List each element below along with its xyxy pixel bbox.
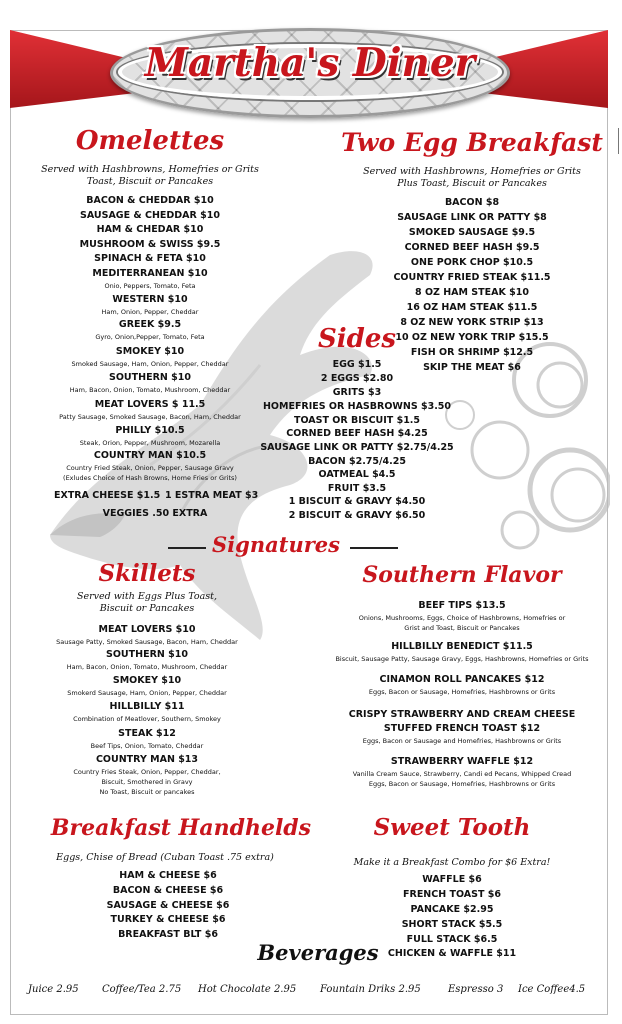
menu-item-desc: Smokerd Sausage, Ham, Onion, Pepper, Cheddar — [67, 689, 227, 697]
menu-item: SOUTHERN $10 — [106, 649, 188, 660]
menu-item-desc: Onio, Peppers, Tomato, Feta — [104, 282, 196, 290]
menu-item: HILLBILLY BENEDICT $11.5 — [391, 641, 533, 652]
menu-item: GREEK $9.5 — [118, 319, 182, 330]
menu-item-desc: Beef Tips, Onion, Tomato, Cheddar — [90, 742, 204, 750]
menu-item: 16 OZ HAM STEAK $11.5 — [406, 302, 538, 313]
menu-item-desc: Eggs, Bacon or Sausage, Homefries, Hashbrowns or Grits — [368, 688, 556, 696]
menu-item-desc: (Exludes Choice of Hash Browns, Home Fries or Grits) — [63, 474, 237, 482]
menu-item: FULL STACK $6.5 — [406, 934, 498, 945]
menu-item: HOMEFRIES OR HASBROWNS $3.50 — [262, 401, 452, 412]
menu-item: GRITS $3 — [332, 387, 382, 398]
menu-item: SAUSAGE LINK OR PATTY $2.75/4.25 — [260, 442, 454, 453]
beverage-item: Fountain Driks 2.95 — [320, 984, 421, 995]
menu-item: 8 OZ NEW YORK STRIP $13 — [400, 317, 544, 328]
menu-item: 2 BISCUIT & GRAVY $6.50 — [288, 510, 426, 521]
menu-item: SAUSAGE & CHEDDAR $10 — [80, 210, 220, 221]
beverage-item: Juice 2.95 — [28, 984, 79, 995]
menu-item: BACON & CHEESE $6 — [112, 885, 224, 896]
menu-item-desc: Steak, Orion, Pepper, Mushroom, Mozarella — [79, 439, 221, 447]
handhelds-subtitle: Eggs, Chise of Bread (Cuban Toast .75 extra) — [56, 852, 274, 863]
menu-item: MEDITERRANEAN $10 — [92, 268, 208, 279]
menu-item-desc: Grist and Toast, Biscuit or Pancakes — [404, 624, 520, 632]
menu-item: SOUTHERN $10 — [109, 372, 191, 383]
beverages-heading: Beverages — [257, 940, 379, 965]
menu-item: EGG $1.5 — [332, 359, 382, 370]
extra-meat: 1 ESTRA MEAT $3 — [165, 490, 259, 501]
menu-item: BACON & CHEDDAR $10 — [86, 195, 214, 206]
skillets-subtitle: Served with Eggs Plus Toast, — [76, 591, 218, 602]
menu-item: CRISPY STRAWBERRY AND CREAM CHEESE — [348, 709, 576, 720]
menu-item: WAFFLE $6 — [422, 874, 482, 885]
menu-item: FRENCH TOAST $6 — [403, 889, 501, 900]
menu-item: STEAK $12 — [118, 728, 176, 739]
menu-item: COUNTRY MAN $13 — [95, 754, 199, 765]
menu-item-desc: Country Fries Steak, Onion, Pepper, Cheddar, — [73, 768, 221, 776]
menu-item: 2 EGGS $2.80 — [320, 373, 394, 384]
menu-item: HILLBILLY $11 — [109, 701, 185, 712]
menu-item: HAM & CHEESE $6 — [119, 870, 217, 881]
skillets-heading: Skillets — [98, 560, 196, 587]
edge-mark — [618, 128, 619, 154]
menu-item-desc: No Toast, Biscuit or pancakes — [99, 788, 195, 796]
menu-item: TOAST OR BISCUIT $1.5 — [293, 415, 421, 426]
menu-item-desc: Gyro, Onion,Pepper, Tomato, Feta — [95, 333, 205, 341]
menu-item: BREAKFAST BLT $6 — [118, 929, 218, 940]
extra-veggies: VEGGIES .50 EXTRA — [102, 508, 208, 519]
menu-item: MUSHROOM & SWISS $9.5 — [79, 239, 221, 250]
sweet-tooth-subtitle: Make it a Breakfast Combo for $6 Extra! — [353, 857, 551, 868]
omelettes-heading: Omelettes — [75, 126, 225, 156]
menu-item: BACON $2.75/4.25 — [308, 456, 406, 467]
menu-item-desc: Biscuit, Sausage Patty, Sausage Gravy, Eggs, Hashbrowns, Homefries or Grits — [335, 655, 589, 663]
menu-item: COUNTRY MAN $10.5 — [93, 450, 207, 461]
beverage-item: Ice Coffee4.5 — [518, 984, 586, 995]
beverage-item: Coffee/Tea 2.75 — [102, 984, 182, 995]
two-egg-subtitle: Plus Toast, Biscuit or Pancakes — [397, 178, 547, 189]
menu-item: STRAWBERRY WAFFLE $12 — [390, 756, 534, 767]
omelettes-subtitle: Served with Hashbrowns, Homefries or Grits — [41, 164, 259, 175]
extra-cheese: EXTRA CHEESE $1.5 — [54, 490, 161, 501]
menu-item: PANCAKE $2.95 — [410, 904, 494, 915]
menu-item: HAM & CHEDAR $10 — [96, 224, 204, 235]
sweet-tooth-heading: Sweet Tooth — [373, 814, 531, 841]
menu-item: STUFFED FRENCH TOAST $12 — [383, 723, 541, 734]
menu-item: MEAT LOVERS $10 — [98, 624, 196, 635]
menu-item: FRUIT $3.5 — [327, 483, 387, 494]
menu-item-desc: Sausage Patty, Smoked Sausage, Bacon, Ham, Cheddar — [56, 638, 238, 646]
two-egg-heading: Two Egg Breakfast — [341, 128, 603, 157]
menu-item-desc: Eggs, Bacon or Sausage and Homefries, Hashbrowns or Grits — [362, 737, 562, 745]
omelettes-subtitle: Toast, Biscuit or Pancakes — [86, 176, 214, 187]
signatures-heading: Signatures — [212, 532, 340, 557]
menu-item-desc: Country Fried Steak, Onion, Pepper, Sausage Gravy — [66, 464, 234, 472]
menu-item: TURKEY & CHEESE $6 — [110, 914, 226, 925]
menu-item: WESTERN $10 — [112, 294, 188, 305]
sides-heading: Sides — [317, 324, 397, 354]
menu-item-desc: Combination of Meatlover, Southern, Smokey — [73, 715, 221, 723]
menu-item: 1 BISCUIT & GRAVY $4.50 — [288, 496, 426, 507]
menu-item-desc: Biscuit, Smothered in Gravy — [101, 778, 193, 786]
menu-item: CHICKEN & WAFFLE $11 — [387, 948, 517, 959]
menu-item-desc: Ham, Onion, Pepper, Cheddar — [101, 308, 199, 316]
menu-item: BEEF TIPS $13.5 — [418, 600, 506, 611]
menu-item-desc: Vanilla Cream Sauce, Strawberry, Candi ed Pecans, Whipped Cread — [352, 770, 572, 778]
signatures-rule-left — [168, 547, 206, 549]
menu-item-desc: Smoked Sausage, Ham, Onion, Pepper, Cheddar — [71, 360, 229, 368]
handhelds-heading: Breakfast Handhelds — [50, 815, 312, 841]
menu-item: SMOKEY $10 — [115, 346, 185, 357]
menu-item: 8 OZ HAM STEAK $10 — [415, 287, 529, 298]
beverage-item: Espresso 3 — [448, 984, 504, 995]
signatures-rule-right — [350, 547, 398, 549]
menu-item: SPINACH & FETA $10 — [94, 253, 206, 264]
menu-item: CORNED BEEF HASH $4.25 — [286, 428, 428, 439]
menu-item: MEAT LOVERS $ 11.5 — [94, 399, 206, 410]
menu-item-desc: Eggs, Bacon or Sausage, Homefries, Hashbrowns or Grits — [368, 780, 556, 788]
menu-item: OATMEAL $4.5 — [318, 469, 396, 480]
beverage-item: Hot Chocolate 2.95 — [198, 984, 297, 995]
menu-item: SAUSAGE LINK OR PATTY $8 — [397, 212, 547, 223]
two-egg-subtitle: Served with Hashbrowns, Homefries or Grits — [363, 166, 581, 177]
menu-item: SMOKEY $10 — [112, 675, 182, 686]
southern-heading: Southern Flavor — [362, 562, 562, 588]
menu-item: PHILLY $10.5 — [115, 425, 185, 436]
diner-logo: Martha's Diner — [144, 40, 476, 86]
menu-item: SHORT STACK $5.5 — [401, 919, 503, 930]
menu-item-desc: Onions, Mushrooms, Eggs, Choice of Hashbrowns, Homefries or — [358, 614, 566, 622]
menu-item: SMOKED SAUSAGE $9.5 — [408, 227, 536, 238]
menu-item: COUNTRY FRIED STEAK $11.5 — [393, 272, 551, 283]
menu-item: BACON $8 — [444, 197, 500, 208]
menu-item: SKIP THE MEAT $6 — [423, 362, 521, 373]
menu-item: SAUSAGE & CHEESE $6 — [106, 900, 230, 911]
menu-item: 10 OZ NEW YORK TRIP $15.5 — [395, 332, 549, 343]
menu-item: ONE PORK CHOP $10.5 — [410, 257, 534, 268]
menu-item: FISH OR SHRIMP $12.5 — [410, 347, 534, 358]
menu-item: CORNED BEEF HASH $9.5 — [404, 242, 540, 253]
skillets-subtitle: Biscuit or Pancakes — [99, 603, 195, 614]
menu-item-desc: Ham, Bacon, Onion, Tomato, Mushroom, Cheddar — [69, 386, 231, 394]
menu-item-desc: Ham, Bacon, Onion, Tomato, Mushroom, Cheddar — [66, 663, 228, 671]
menu-item-desc: Patty Sausage, Smoked Sausage, Bacon, Ham, Cheddar — [59, 413, 241, 421]
menu-item: CINAMON ROLL PANCAKES $12 — [379, 674, 545, 685]
